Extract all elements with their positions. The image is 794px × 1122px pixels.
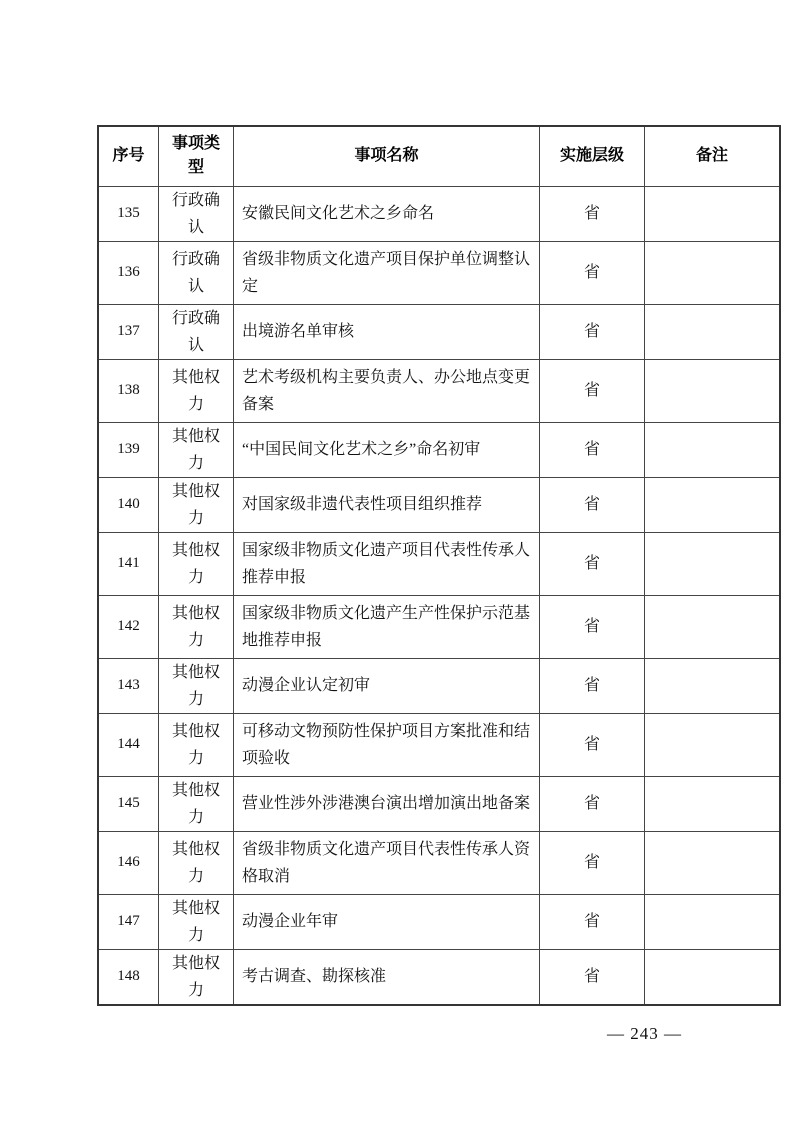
item-name-cell: 营业性涉外涉港澳台演出增加演出地备案 bbox=[234, 776, 540, 831]
item-type-cell: 其他权力 bbox=[159, 713, 234, 776]
table-row bbox=[98, 658, 780, 713]
column-header-no: 序号 bbox=[98, 126, 159, 186]
level-cell: 省 bbox=[540, 304, 645, 359]
row-number-cell: 147 bbox=[98, 894, 159, 949]
level-cell: 省 bbox=[540, 713, 645, 776]
item-name-cell: 考古调查、勘探核准 bbox=[234, 949, 540, 1005]
table-row bbox=[98, 422, 780, 477]
item-type-cell: 其他权力 bbox=[159, 894, 234, 949]
item-type-cell: 其他权力 bbox=[159, 532, 234, 595]
remark-cell bbox=[645, 595, 781, 658]
remark-cell bbox=[645, 532, 781, 595]
item-name-cell: 动漫企业年审 bbox=[234, 894, 540, 949]
row-number-cell: 144 bbox=[98, 713, 159, 776]
item-type-cell: 其他权力 bbox=[159, 831, 234, 894]
remark-cell bbox=[645, 949, 781, 1005]
table-row bbox=[98, 831, 780, 894]
remark-cell bbox=[645, 477, 781, 532]
row-number-cell: 145 bbox=[98, 776, 159, 831]
row-number-cell: 137 bbox=[98, 304, 159, 359]
item-name-cell: 省级非物质文化遗产项目代表性传承人资格取消 bbox=[234, 831, 540, 894]
table-row bbox=[98, 532, 780, 595]
row-number-cell: 136 bbox=[98, 241, 159, 304]
row-number-cell: 148 bbox=[98, 949, 159, 1005]
item-name-cell: 动漫企业认定初审 bbox=[234, 658, 540, 713]
item-type-cell: 行政确认 bbox=[159, 241, 234, 304]
table-row bbox=[98, 894, 780, 949]
column-header-level: 实施层级 bbox=[540, 126, 645, 186]
item-name-cell: 艺术考级机构主要负责人、办公地点变更备案 bbox=[234, 359, 540, 422]
level-cell: 省 bbox=[540, 532, 645, 595]
item-name-cell: 国家级非物质文化遗产项目代表性传承人推荐申报 bbox=[234, 532, 540, 595]
level-cell: 省 bbox=[540, 894, 645, 949]
table-row bbox=[98, 595, 780, 658]
table-row bbox=[98, 477, 780, 532]
table-row bbox=[98, 359, 780, 422]
item-type-cell: 其他权力 bbox=[159, 776, 234, 831]
remark-cell bbox=[645, 894, 781, 949]
item-name-cell: “中国民间文化艺术之乡”命名初审 bbox=[234, 422, 540, 477]
row-number-cell: 139 bbox=[98, 422, 159, 477]
level-cell: 省 bbox=[540, 241, 645, 304]
table-row bbox=[98, 304, 780, 359]
table-row bbox=[98, 241, 780, 304]
level-cell: 省 bbox=[540, 776, 645, 831]
table-row bbox=[98, 776, 780, 831]
row-number-cell: 146 bbox=[98, 831, 159, 894]
column-header-type: 事项类型 bbox=[159, 126, 234, 186]
item-type-cell: 其他权力 bbox=[159, 595, 234, 658]
level-cell: 省 bbox=[540, 949, 645, 1005]
row-number-cell: 141 bbox=[98, 532, 159, 595]
items-table bbox=[97, 125, 781, 1006]
item-name-cell: 对国家级非遗代表性项目组织推荐 bbox=[234, 477, 540, 532]
remark-cell bbox=[645, 831, 781, 894]
item-name-cell: 出境游名单审核 bbox=[234, 304, 540, 359]
remark-cell bbox=[645, 359, 781, 422]
table-body bbox=[98, 186, 780, 1005]
table-row bbox=[98, 949, 780, 1005]
column-header-remark: 备注 bbox=[645, 126, 781, 186]
table-head bbox=[98, 126, 780, 186]
remark-cell bbox=[645, 422, 781, 477]
remark-cell bbox=[645, 304, 781, 359]
item-type-cell: 行政确认 bbox=[159, 304, 234, 359]
page-number: — 243 — bbox=[607, 1023, 682, 1043]
level-cell: 省 bbox=[540, 186, 645, 241]
table-row bbox=[98, 186, 780, 241]
row-number-cell: 143 bbox=[98, 658, 159, 713]
level-cell: 省 bbox=[540, 595, 645, 658]
remark-cell bbox=[645, 241, 781, 304]
remark-cell bbox=[645, 713, 781, 776]
item-name-cell: 安徽民间文化艺术之乡命名 bbox=[234, 186, 540, 241]
item-type-cell: 其他权力 bbox=[159, 477, 234, 532]
level-cell: 省 bbox=[540, 831, 645, 894]
remark-cell bbox=[645, 186, 781, 241]
row-number-cell: 135 bbox=[98, 186, 159, 241]
column-header-name: 事项名称 bbox=[234, 126, 540, 186]
level-cell: 省 bbox=[540, 477, 645, 532]
level-cell: 省 bbox=[540, 658, 645, 713]
row-number-cell: 138 bbox=[98, 359, 159, 422]
remark-cell bbox=[645, 776, 781, 831]
row-number-cell: 140 bbox=[98, 477, 159, 532]
item-name-cell: 可移动文物预防性保护项目方案批准和结项验收 bbox=[234, 713, 540, 776]
item-type-cell: 其他权力 bbox=[159, 422, 234, 477]
table-row bbox=[98, 713, 780, 776]
table-header-row bbox=[98, 126, 780, 186]
row-number-cell: 142 bbox=[98, 595, 159, 658]
item-type-cell: 其他权力 bbox=[159, 359, 234, 422]
item-type-cell: 其他权力 bbox=[159, 658, 234, 713]
item-name-cell: 省级非物质文化遗产项目保护单位调整认定 bbox=[234, 241, 540, 304]
item-type-cell: 其他权力 bbox=[159, 949, 234, 1005]
level-cell: 省 bbox=[540, 359, 645, 422]
level-cell: 省 bbox=[540, 422, 645, 477]
remark-cell bbox=[645, 658, 781, 713]
item-type-cell: 行政确认 bbox=[159, 186, 234, 241]
item-name-cell: 国家级非物质文化遗产生产性保护示范基地推荐申报 bbox=[234, 595, 540, 658]
